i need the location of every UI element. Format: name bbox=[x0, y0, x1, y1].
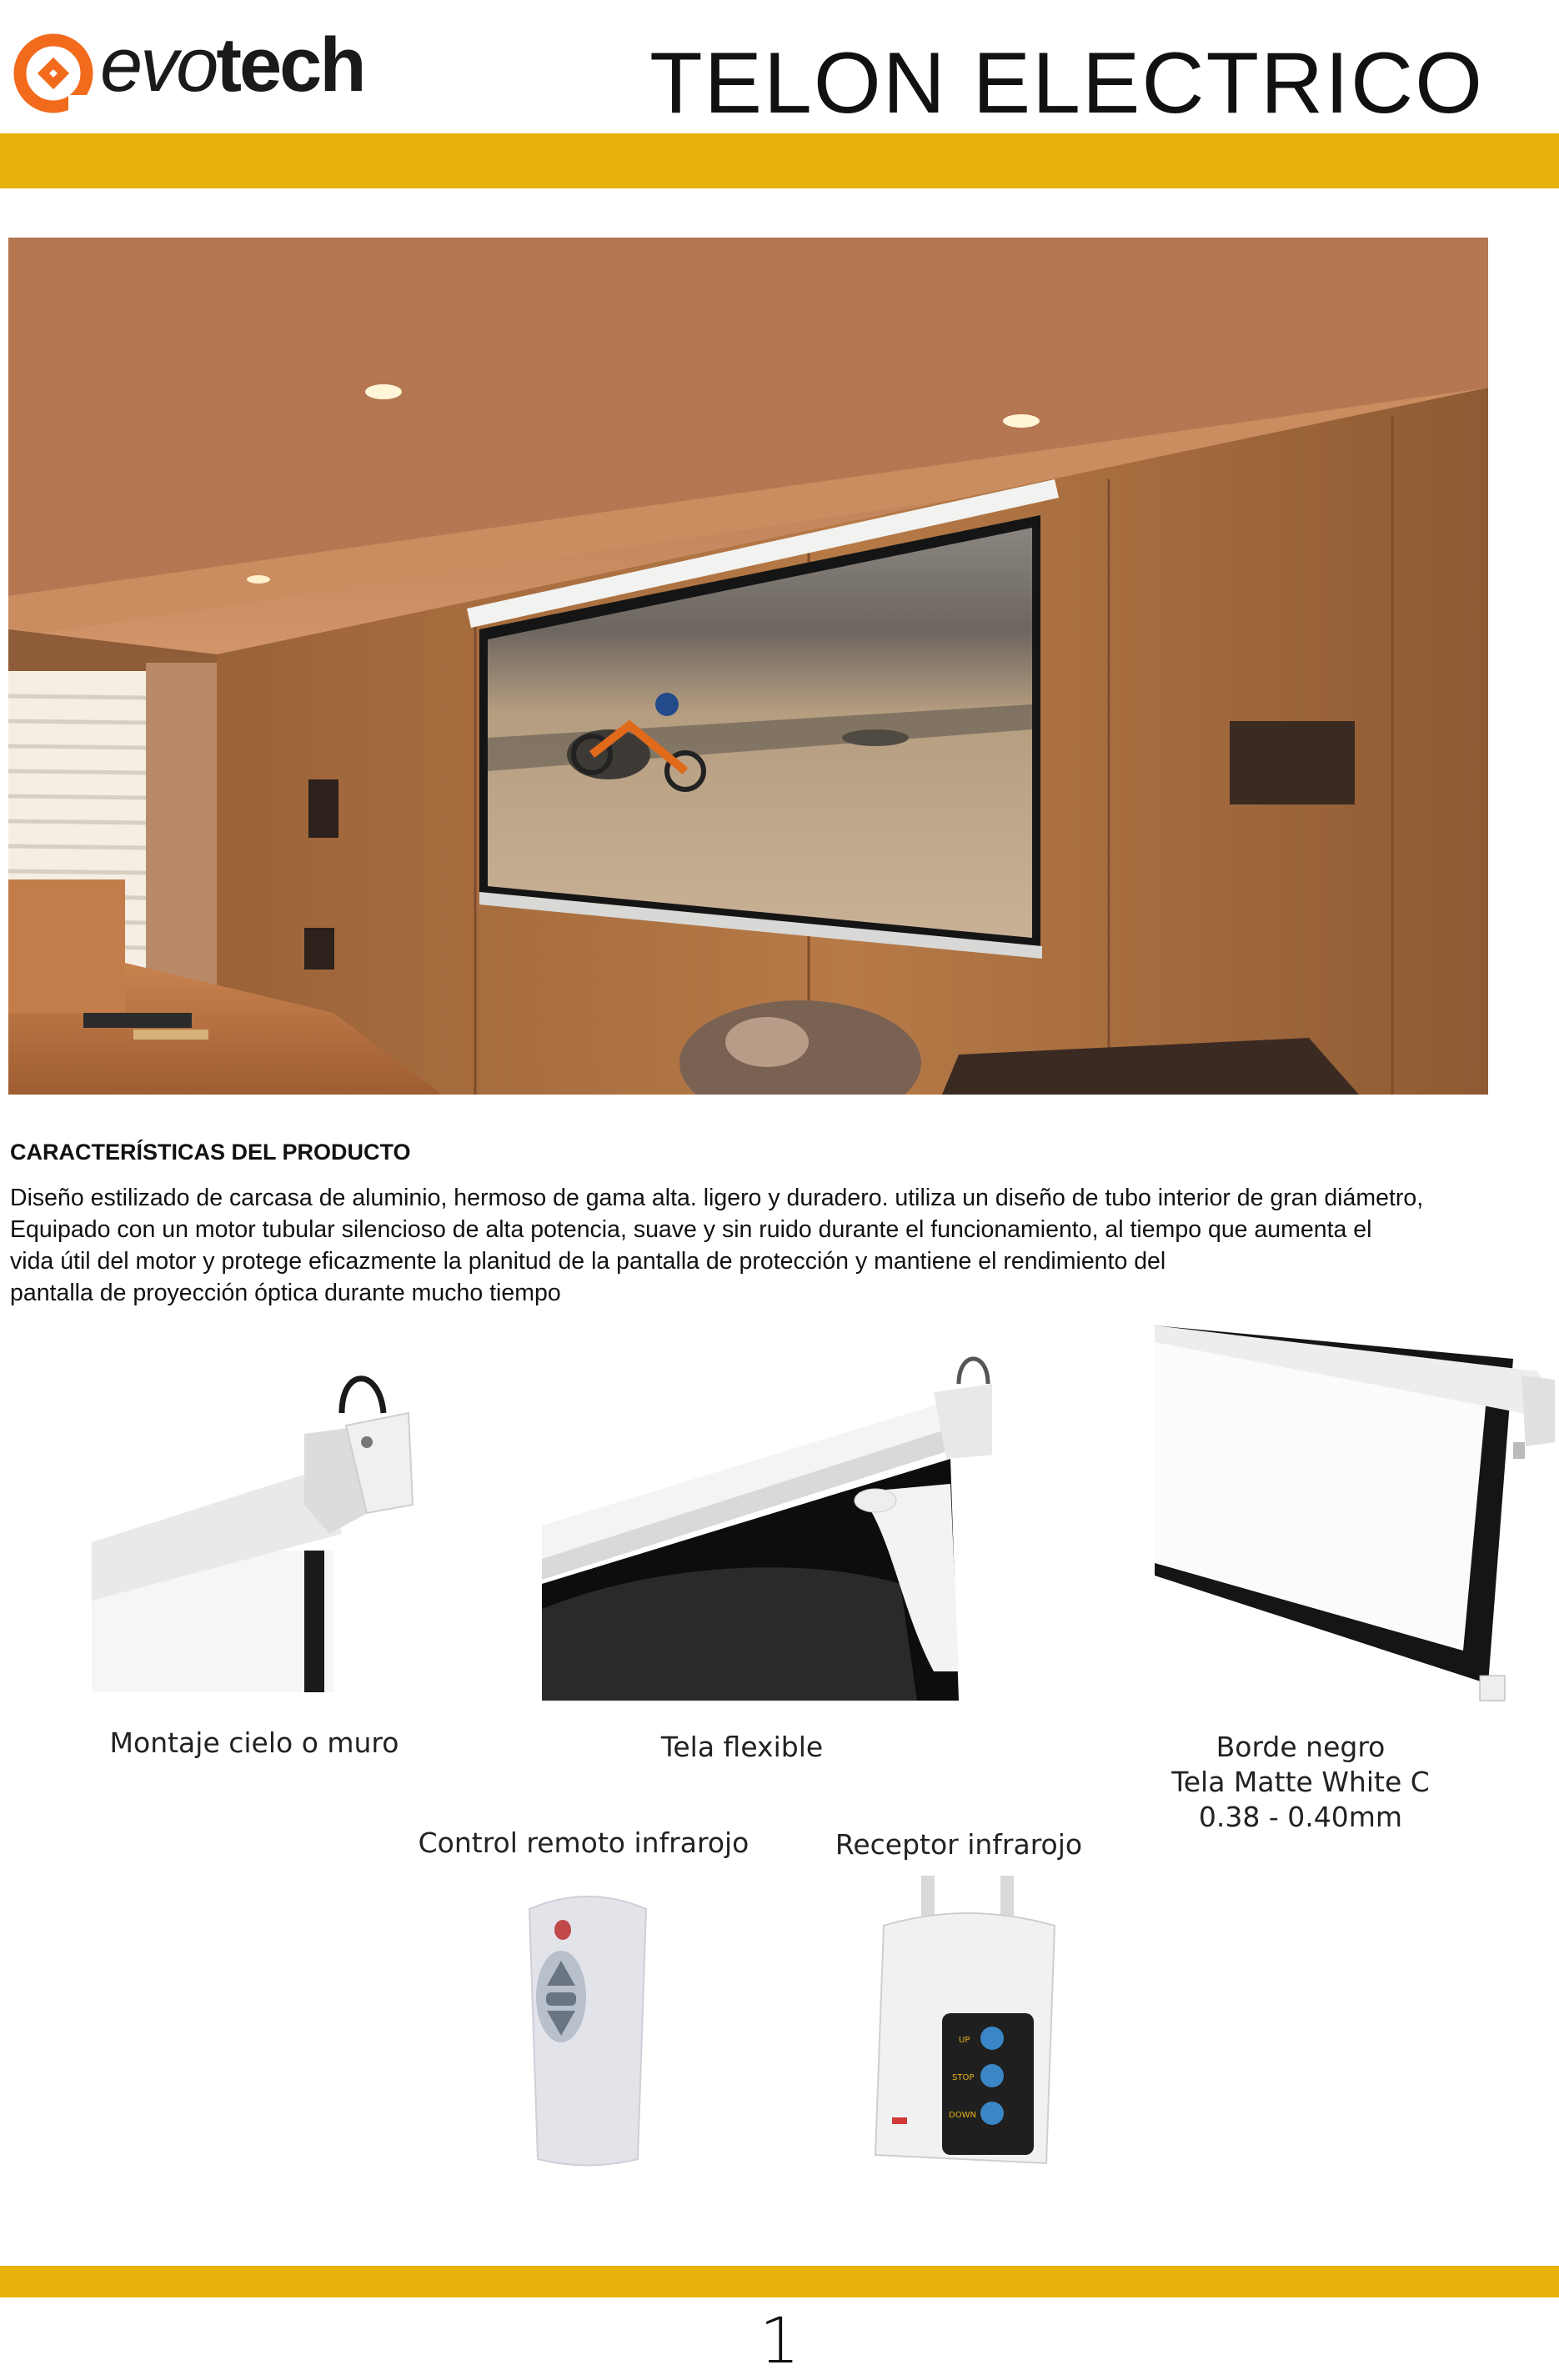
caption-receiver: Receptor infrarojo bbox=[835, 1828, 1083, 1861]
home-theater-illustration bbox=[8, 238, 1488, 1095]
header-accent-band bbox=[0, 133, 1559, 188]
page-title: TELON ELECTRICO bbox=[649, 35, 1484, 132]
features-line: pantalla de proyección óptica durante mucho tiempo bbox=[10, 1280, 561, 1306]
caption-fabric: Tela flexible bbox=[660, 1731, 824, 1763]
receiver-label-up: UP bbox=[959, 2036, 970, 2045]
black-border-image bbox=[1155, 1325, 1555, 1717]
caption-border-line: 0.38 - 0.40mm bbox=[1198, 1801, 1403, 1833]
features-line: vida útil del motor y protege eficazmente la planitud de la pantalla de protección y mantiene el rendimiento del bbox=[10, 1248, 1166, 1275]
features-line: Diseño estilizado de carcasa de aluminio, hermoso de gama alta. ligero y duradero. utiliza un diseño de tubo interior de gran diámetro, bbox=[10, 1185, 1424, 1211]
features-heading: CARACTERÍSTICAS DEL PRODUCTO bbox=[10, 1140, 411, 1165]
logo-wordmark bbox=[100, 23, 364, 107]
evotech-logo bbox=[10, 25, 402, 125]
caption-border bbox=[1134, 1730, 1467, 1835]
ir-receiver-image bbox=[867, 1876, 1067, 2176]
hero-room-image bbox=[8, 238, 1488, 1095]
footer-accent-band bbox=[0, 2266, 1559, 2297]
flexible-fabric-image bbox=[542, 1334, 992, 1701]
black-border-illustration bbox=[1155, 1325, 1555, 1717]
logo-suffix: tech bbox=[216, 23, 364, 108]
caption-mount: Montaje cielo o muro bbox=[109, 1726, 399, 1759]
receiver-label-down: DOWN bbox=[949, 2111, 976, 2120]
ir-receiver-illustration bbox=[867, 1876, 1067, 2176]
caption-remote: Control remoto infrarojo bbox=[418, 1826, 749, 1859]
features-description bbox=[10, 1182, 1559, 1309]
logo-mark-icon bbox=[10, 30, 97, 117]
features-line: Equipado con un motor tubular silencioso de alta potencia, suave y sin ruido durante el funcionamiento, al tiempo que aumenta el bbox=[10, 1216, 1372, 1243]
page-number: 1 bbox=[759, 2303, 800, 2377]
mount-bracket-image bbox=[92, 1334, 425, 1692]
logo-prefix: evo bbox=[100, 23, 217, 108]
flexible-fabric-illustration bbox=[542, 1334, 992, 1701]
receiver-label-stop: STOP bbox=[952, 2073, 975, 2082]
mount-bracket-illustration bbox=[92, 1334, 425, 1692]
caption-border-line: Tela Matte White C bbox=[1171, 1766, 1430, 1798]
caption-border-line: Borde negro bbox=[1216, 1731, 1386, 1763]
ir-remote-illustration bbox=[513, 1884, 663, 2176]
ir-remote-image bbox=[513, 1884, 663, 2176]
